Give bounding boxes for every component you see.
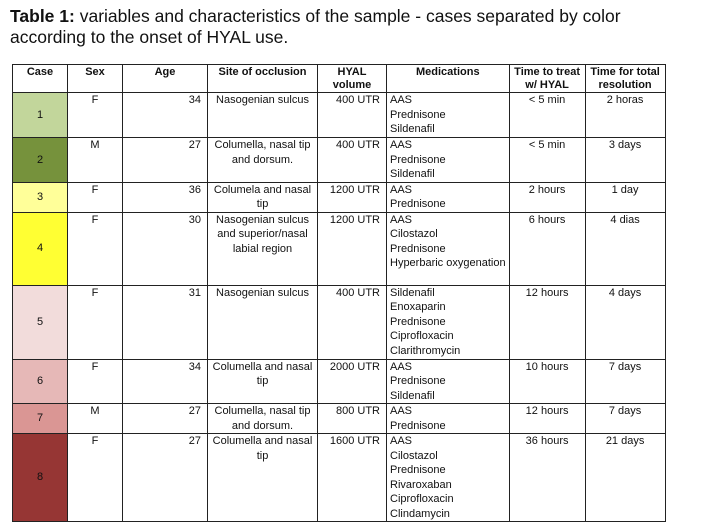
cell-medications bbox=[387, 93, 510, 138]
cell-volume: 400 UTR bbox=[318, 285, 387, 359]
cell-case: 1 bbox=[13, 93, 68, 138]
medication-item: AAS bbox=[390, 213, 413, 226]
cell-age: 31 bbox=[123, 285, 208, 359]
medication-item: Sildenafil bbox=[390, 168, 435, 180]
cell-sex: F bbox=[68, 434, 123, 522]
cell-time-treat: < 5 min bbox=[509, 93, 585, 138]
table-caption bbox=[10, 6, 700, 48]
medication-item: Ciprofloxacin bbox=[390, 330, 454, 342]
cell-volume: 400 UTR bbox=[318, 138, 387, 183]
cell-site: Nasogenian sulcus and superior/nasal labial region bbox=[208, 212, 318, 285]
medication-item: Sildenafil bbox=[390, 389, 435, 402]
cell-sex: M bbox=[68, 138, 123, 183]
medication-item: Clindamycin bbox=[390, 507, 450, 520]
caption-text: variables and characteristics of the sample - cases separated by color according to the onset of HYAL use. bbox=[10, 6, 621, 47]
cell-age: 36 bbox=[123, 182, 208, 212]
medication-item: Sildenafil bbox=[390, 286, 435, 299]
cell-case: 4 bbox=[13, 212, 68, 285]
header-sex: Sex bbox=[68, 65, 123, 93]
cell-resolution: 7 days bbox=[585, 359, 665, 404]
cell-site: Columela and nasal tip bbox=[208, 182, 318, 212]
table-row bbox=[13, 404, 666, 434]
cell-site: Columella, nasal tip and dorsum. bbox=[208, 138, 318, 183]
cell-time-treat: 2 hours bbox=[509, 182, 585, 212]
cell-age: 27 bbox=[123, 404, 208, 434]
cell-time-treat: < 5 min bbox=[509, 138, 585, 183]
medication-item: Ciprofloxacin bbox=[390, 493, 454, 505]
header-row bbox=[13, 65, 666, 93]
medication-item: Prednisone bbox=[390, 108, 446, 121]
caption-label: Table 1: bbox=[10, 6, 75, 26]
cell-time-treat: 10 hours bbox=[509, 359, 585, 404]
header-resolution: Time for total resolution bbox=[585, 65, 665, 93]
cell-sex: F bbox=[68, 182, 123, 212]
cell-case: 5 bbox=[13, 285, 68, 359]
cell-resolution: 4 dias bbox=[585, 212, 665, 285]
medication-item: Prednisone bbox=[390, 242, 446, 255]
cell-time-treat: 12 hours bbox=[509, 285, 585, 359]
cell-site: Nasogenian sulcus bbox=[208, 285, 318, 359]
medication-item: AAS bbox=[390, 405, 413, 417]
cell-case: 2 bbox=[13, 138, 68, 183]
cell-site: Columella and nasal tip bbox=[208, 359, 318, 404]
cell-case: 8 bbox=[13, 434, 68, 522]
header-site: Site of occlusion bbox=[208, 65, 318, 93]
cell-medications bbox=[387, 359, 510, 404]
medication-item: Prednisone bbox=[390, 375, 446, 387]
cell-sex: F bbox=[68, 212, 123, 285]
cell-site: Nasogenian sulcus bbox=[208, 93, 318, 138]
cell-age: 27 bbox=[123, 138, 208, 183]
cell-sex: F bbox=[68, 93, 123, 138]
cell-medications bbox=[387, 285, 510, 359]
medication-item: Clarithromycin bbox=[390, 344, 461, 357]
medication-item: Sildenafil bbox=[390, 123, 435, 135]
cell-time-treat: 12 hours bbox=[509, 404, 585, 434]
medication-item: Prednisone bbox=[390, 153, 446, 166]
cell-age: 34 bbox=[123, 93, 208, 138]
medication-item: AAS bbox=[390, 183, 413, 196]
cell-resolution: 4 days bbox=[585, 285, 665, 359]
table-row bbox=[13, 182, 666, 212]
medication-item: AAS bbox=[390, 94, 413, 106]
cell-site: Columella, nasal tip and dorsum. bbox=[208, 404, 318, 434]
cell-resolution: 7 days bbox=[585, 404, 665, 434]
medication-item: Cilostazol bbox=[390, 449, 438, 462]
header-volume: HYAL volume bbox=[318, 65, 387, 93]
medication-item: Prednisone bbox=[390, 198, 446, 210]
data-table bbox=[12, 64, 666, 522]
cell-volume: 1200 UTR bbox=[318, 212, 387, 285]
cell-sex: F bbox=[68, 359, 123, 404]
table-row bbox=[13, 434, 666, 522]
medication-item: AAS bbox=[390, 139, 413, 151]
header-case: Case bbox=[13, 65, 68, 93]
header-age: Age bbox=[123, 65, 208, 93]
cell-medications bbox=[387, 212, 510, 285]
cell-medications bbox=[387, 404, 510, 434]
medication-item: AAS bbox=[390, 435, 413, 447]
cell-resolution: 1 day bbox=[585, 182, 665, 212]
cell-medications bbox=[387, 182, 510, 212]
cell-medications bbox=[387, 138, 510, 183]
medication-item: AAS bbox=[390, 360, 413, 373]
cell-site: Columella and nasal tip bbox=[208, 434, 318, 522]
header-medications: Medications bbox=[387, 65, 510, 93]
cell-volume: 1200 UTR bbox=[318, 182, 387, 212]
cell-sex: F bbox=[68, 285, 123, 359]
cell-age: 27 bbox=[123, 434, 208, 522]
cell-volume: 2000 UTR bbox=[318, 359, 387, 404]
cell-resolution: 3 days bbox=[585, 138, 665, 183]
medication-item: Rivaroxaban bbox=[390, 478, 452, 491]
table-row bbox=[13, 138, 666, 183]
medication-item: Prednisone bbox=[390, 315, 446, 328]
cell-age: 30 bbox=[123, 212, 208, 285]
medication-item: Prednisone bbox=[390, 464, 446, 476]
cell-case: 6 bbox=[13, 359, 68, 404]
cell-case: 7 bbox=[13, 404, 68, 434]
table-row bbox=[13, 212, 666, 285]
cell-resolution: 21 days bbox=[585, 434, 665, 522]
table-row bbox=[13, 285, 666, 359]
medication-item: Enoxaparin bbox=[390, 301, 446, 313]
cell-resolution: 2 horas bbox=[585, 93, 665, 138]
cell-volume: 1600 UTR bbox=[318, 434, 387, 522]
cell-sex: M bbox=[68, 404, 123, 434]
cell-volume: 800 UTR bbox=[318, 404, 387, 434]
header-time-treat: Time to treat w/ HYAL bbox=[509, 65, 585, 93]
cell-time-treat: 36 hours bbox=[509, 434, 585, 522]
cell-medications bbox=[387, 434, 510, 522]
table-row bbox=[13, 93, 666, 138]
medication-item: Hyperbaric oxygenation bbox=[390, 257, 506, 269]
table-row bbox=[13, 359, 666, 404]
cell-time-treat: 6 hours bbox=[509, 212, 585, 285]
cell-age: 34 bbox=[123, 359, 208, 404]
medication-item: Cilostazol bbox=[390, 228, 438, 240]
cell-case: 3 bbox=[13, 182, 68, 212]
cell-volume: 400 UTR bbox=[318, 93, 387, 138]
medication-item: Prednisone bbox=[390, 419, 446, 432]
